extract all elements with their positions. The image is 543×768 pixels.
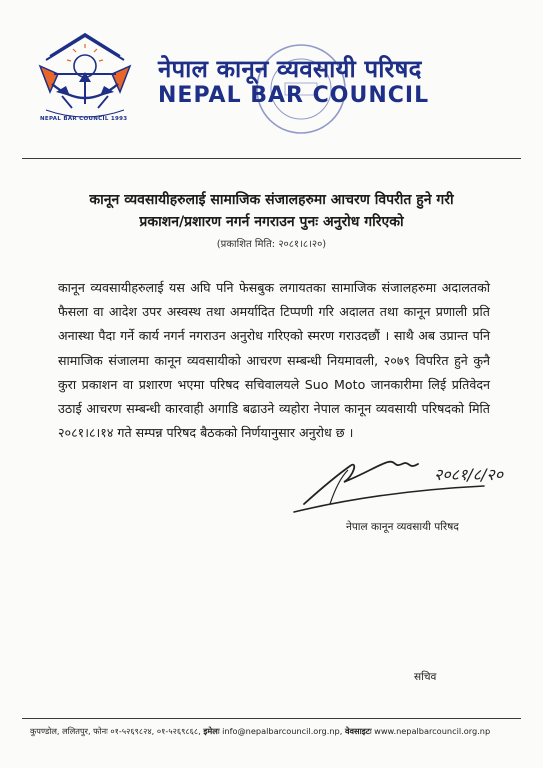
handwritten-signature bbox=[284, 446, 504, 516]
footer-email-label: इमेलः bbox=[203, 726, 220, 736]
nepal-bar-council-logo bbox=[32, 26, 138, 130]
signature-date: २०८१/८/२० bbox=[434, 465, 504, 484]
notice-title-line-1: कानून व्यवसायीहरुलाई सामाजिक संजालहरुमा आचरण विपरीत हुने गरी bbox=[89, 192, 454, 208]
logo-caption: NEPAL BAR COUNCIL 1993 bbox=[40, 116, 128, 122]
footer-email-link[interactable]: info@nepalbarcouncil.org.np, bbox=[222, 726, 343, 736]
published-date: (प्रकाशित मिति: २०८१।८।२०) bbox=[216, 239, 327, 250]
header-divider bbox=[22, 158, 521, 159]
council-name-nepali: नेपाल कानून व्यवसायी परिषद bbox=[158, 55, 422, 83]
council-name-english: NEPAL BAR COUNCIL bbox=[158, 83, 430, 108]
signatory-organization: नेपाल कानून व्यवसायी परिषद bbox=[346, 521, 459, 533]
footer-divider bbox=[22, 718, 521, 719]
notice-title-line-2: प्रकाशन/प्रशारण नगर्न नगराउन पुनः अनुरोध गरिएको bbox=[139, 214, 404, 230]
footer-contact bbox=[30, 726, 529, 737]
footer-address: कुपण्डोल, ललितपुर, फोनः ०१-५२६९८२४, ०१-५२६९८६८, bbox=[30, 726, 201, 736]
footer-website-label: वेवसाइटः bbox=[344, 726, 372, 736]
secretary-label: सचिव bbox=[414, 671, 437, 683]
notice-body: कानून व्यवसायीहरुलाई यस अघि पनि फेसबुक लगायतका सामाजिक संजालहरुमा अदालतको फैसला वा आदेश उपर अस्वस्थ तथा अमर्यादित टिप्पणी गरि अदालत तथा कानून प्रणाली प्रति अनास्था पैदा गर्ने कार्य नगर्न नगराउन अनुरोध गरिएको स्मरण गराउदछौं । साथै अब उप्रान्त पनि सामाजिक संजालमा कानून व्यवसायीको आचरण सम्बन्धी नियमावली, २०७९ विपरित हुने कुनै कुरा प्रकाशन वा प्रशारण भएमा परिषद सचिवालयले Suo Moto जानकारीमा लिई प्रतिवेदन उठाई आचरण सम्बन्धी कारवाही अगाडि बढाउने व्यहोरा नेपाल कानून व्यवसायी परिषदको मिति २०८१।८।१४ गते सम्पन्न परिषद बैठकको निर्णयानुसार अनुरोध छ । bbox=[58, 280, 490, 441]
footer-website-link[interactable]: www.nepalbarcouncil.org.np bbox=[374, 726, 491, 736]
